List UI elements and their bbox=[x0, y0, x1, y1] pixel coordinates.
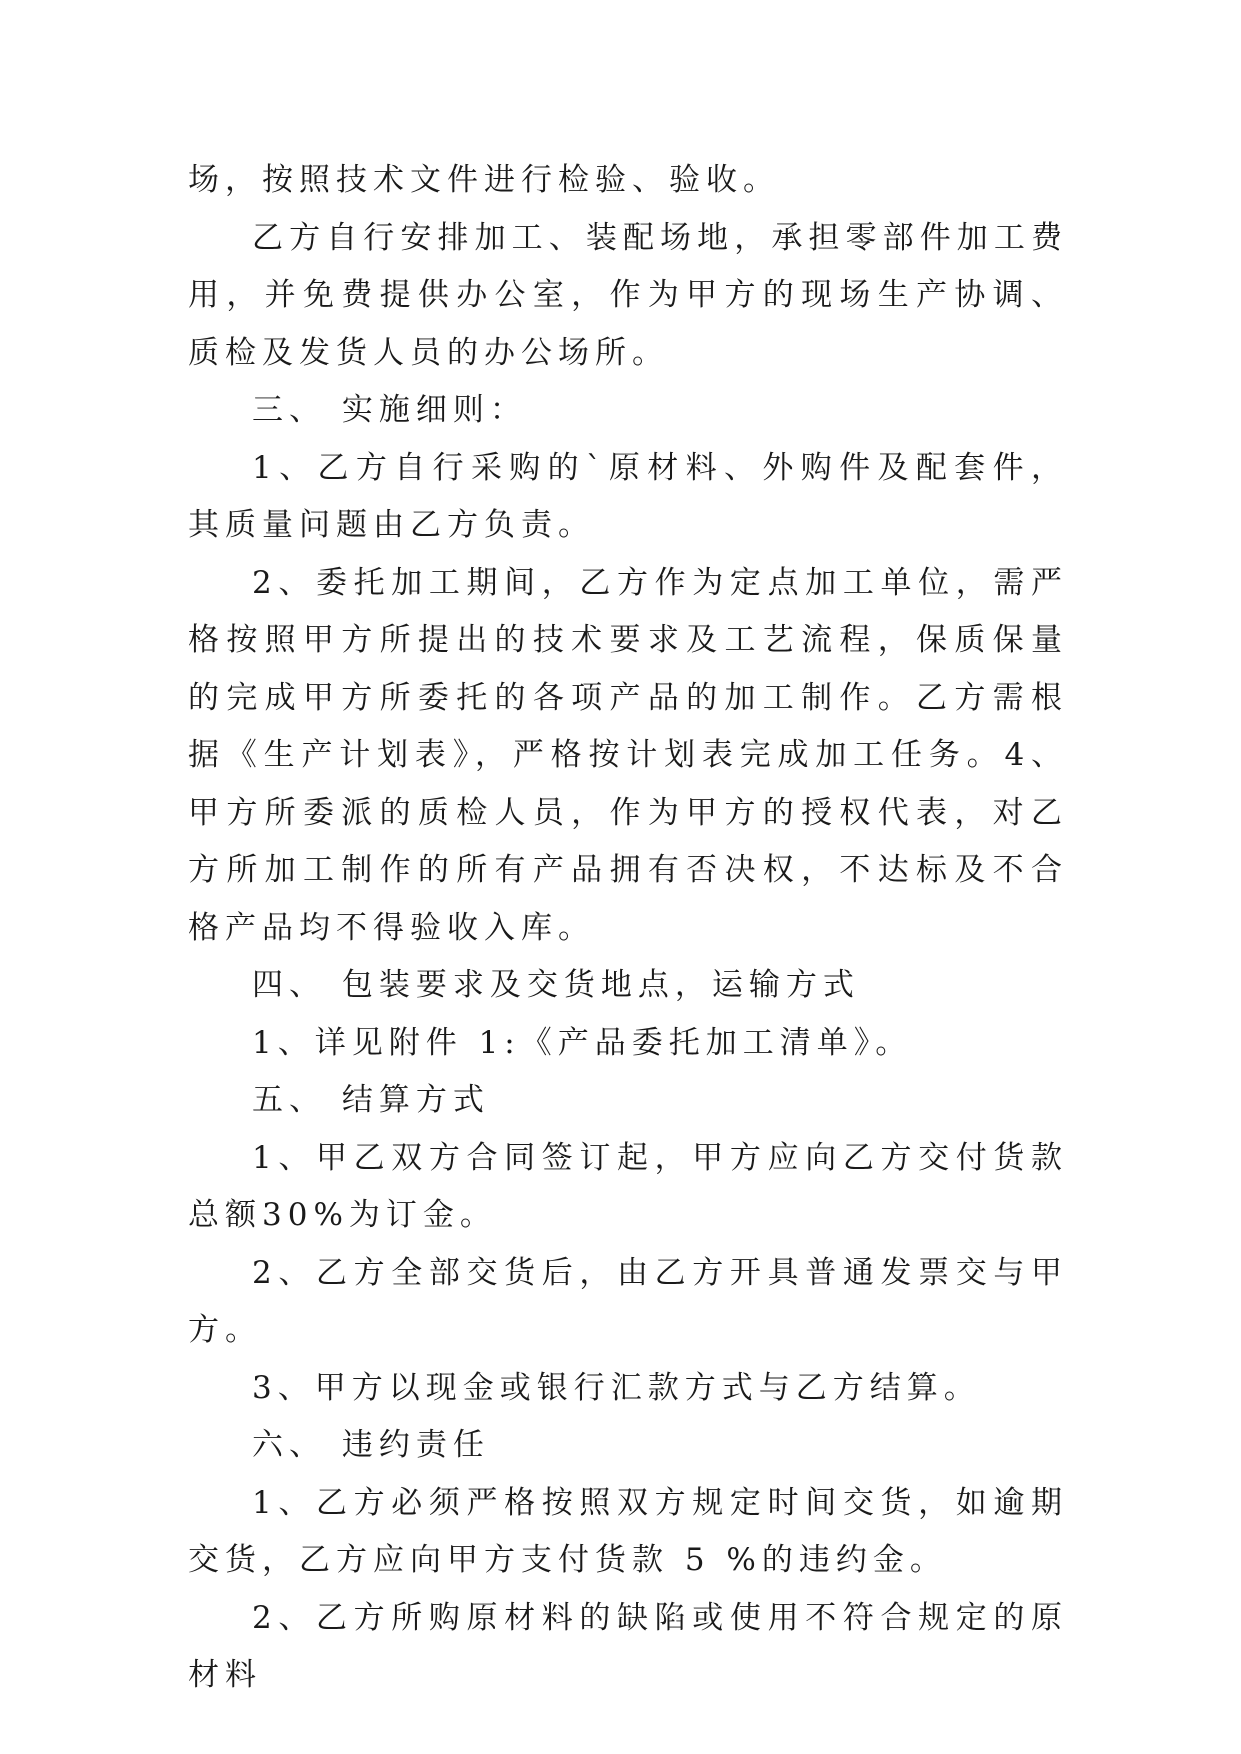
document-body bbox=[188, 152, 1068, 1705]
section-heading-5: 五、 结算方式 bbox=[252, 1082, 490, 1118]
paragraph-4-1: 1、详见附件 1:《产品委托加工清单》。 bbox=[252, 1024, 913, 1061]
paragraph-continuation: 场，按照技术文件进行检验、验收。 bbox=[188, 162, 780, 198]
paragraph-5-2: 2、乙方全部交货后，由乙方开具普通发票交与甲方。 bbox=[188, 1254, 1068, 1348]
paragraph-6-2: 2、乙方所购原材料的缺陷或使用不符合规定的原材料 bbox=[188, 1599, 1068, 1693]
paragraph-3-1: 1、乙方自行采购的`原材料、外购件及配套件，其质量问题由乙方负责。 bbox=[188, 449, 1068, 543]
section-heading-4: 四、 包装要求及交货地点，运输方式 bbox=[252, 967, 860, 1003]
paragraph-6-1: 1、乙方必须严格按照双方规定时间交货，如逾期交货，乙方应向甲方支付货款 5 %的违约金。 bbox=[188, 1484, 1068, 1578]
paragraph-3-2: 2、委托加工期间，乙方作为定点加工单位，需严格按照甲方所提出的技术要求及工艺流程，保质保量的完成甲方所委托的各项产品的加工制作。乙方需根据《生产计划表》，严格按计划表完成加工任务。4、甲方所委派的质检人员，作为甲方的授权代表，对乙方所加工制作的所有产品拥有否决权，不达标及不合格产品均不得验收入库。 bbox=[188, 564, 1068, 946]
section-heading-6: 六、 违约责任 bbox=[252, 1427, 490, 1463]
paragraph-workspace: 乙方自行安排加工、装配场地，承担零部件加工费用，并免费提供办公室，作为甲方的现场生产协调、质检及发货人员的办公场所。 bbox=[188, 219, 1068, 371]
section-heading-3: 三、 实施细则： bbox=[252, 392, 527, 428]
paragraph-5-3: 3、甲方以现金或银行汇款方式与乙方结算。 bbox=[252, 1369, 981, 1406]
paragraph-5-1: 1、甲乙双方合同签订起，甲方应向乙方交付货款总额30%为订金。 bbox=[188, 1139, 1068, 1233]
